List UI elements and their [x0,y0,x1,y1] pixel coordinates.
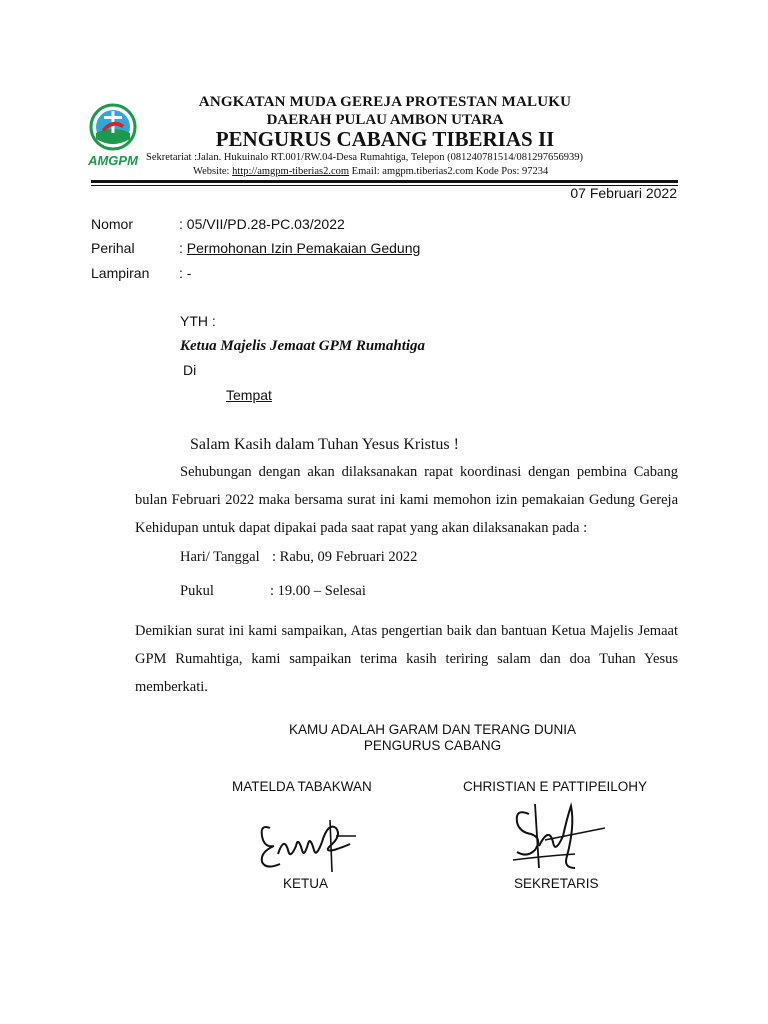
meta-label-nomor: Nomor [91,216,134,232]
postcode-value: 97234 [522,166,549,177]
postcode-label: Kode Pos: [475,166,520,177]
closing-motto: KAMU ADALAH GARAM DAN TERANG DUNIA [288,722,577,737]
letterhead-branch: PENGURUS CABANG TIBERIAS II [215,127,555,151]
body-paragraph-1: Sehubungan dengan akan dilaksanakan rapat koordinasi dengan pembina Cabang bulan Februari 2022 maka bersama surat ini kami memohon izin pemakaian Gedung Gereja Kehidupan untuk dapat dipakai pada saat rapat yang akan dilaksanakan pada : [135,464,678,536]
tempat-label: Tempat [226,387,272,403]
letter-date: 07 Februari 2022 [570,185,677,201]
meta-label-perihal: Perihal [91,240,135,256]
meta-value-perihal [179,240,420,256]
letterhead-region: DAERAH PULAU AMBON UTARA [266,112,504,128]
signatory-name-right: CHRISTIAN E PATTIPEILOHY [463,779,648,794]
meta-value-lampiran: : - [179,265,192,281]
letterhead-org: ANGKATAN MUDA GEREJA PROTESTAN MALUKU [198,94,572,110]
email-value: amgpm.tiberias2.com [382,166,474,177]
greeting: Salam Kasih dalam Tuhan Yesus Kristus ! [190,436,459,453]
schedule-time-value: : 19.00 – Selesai [270,583,366,599]
recipient: Ketua Majelis Jemaat GPM Rumahtiga [180,338,426,354]
closing-pengurus: PENGURUS CABANG [363,738,502,753]
letterhead-contact [193,166,548,177]
meta-label-lampiran: Lampiran [91,265,150,281]
signatory-role-left: KETUA [283,876,329,891]
website-label: Website: [193,166,230,177]
svg-text:AMGPM: AMGPM [88,153,138,168]
header-rule-thick [91,180,678,183]
perihal-text: Permohonan Izin Pemakaian Gedung [186,240,421,256]
letterhead-address: Sekretariat :Jalan. Hukuinalo RT.001/RW.04-Desa Rumahtiga, Telepon (081240781514/081297656939) [146,152,584,163]
body-paragraph-2: Demikian surat ini kami sampaikan, Atas pengertian baik dan bantuan Ketua Majelis Jemaat GPM Rumahtiga, kami sampaikan terima kasih teriring salam dan doa Tuhan Yesus memberkati. [135,623,678,695]
signature-right [505,796,615,876]
schedule-day-value: : Rabu, 09 Februari 2022 [272,549,418,565]
amgpm-logo [82,103,144,169]
website-link[interactable]: http://amgpm-tiberias2.com [232,166,350,177]
schedule-day-label: Hari/ Tanggal [180,549,260,565]
di-label: Di [183,362,197,378]
perihal-colon: : [179,240,187,256]
meta-value-nomor: : 05/VII/PD.28-PC.03/2022 [179,216,345,232]
email-label: Email: [351,166,380,177]
schedule-time-label: Pukul [180,583,214,599]
signatory-role-right: SEKRETARIS [514,876,599,891]
yth-label: YTH : [180,313,216,329]
signatory-name-left: MATELDA TABAKWAN [232,779,372,794]
signature-left [252,806,362,876]
